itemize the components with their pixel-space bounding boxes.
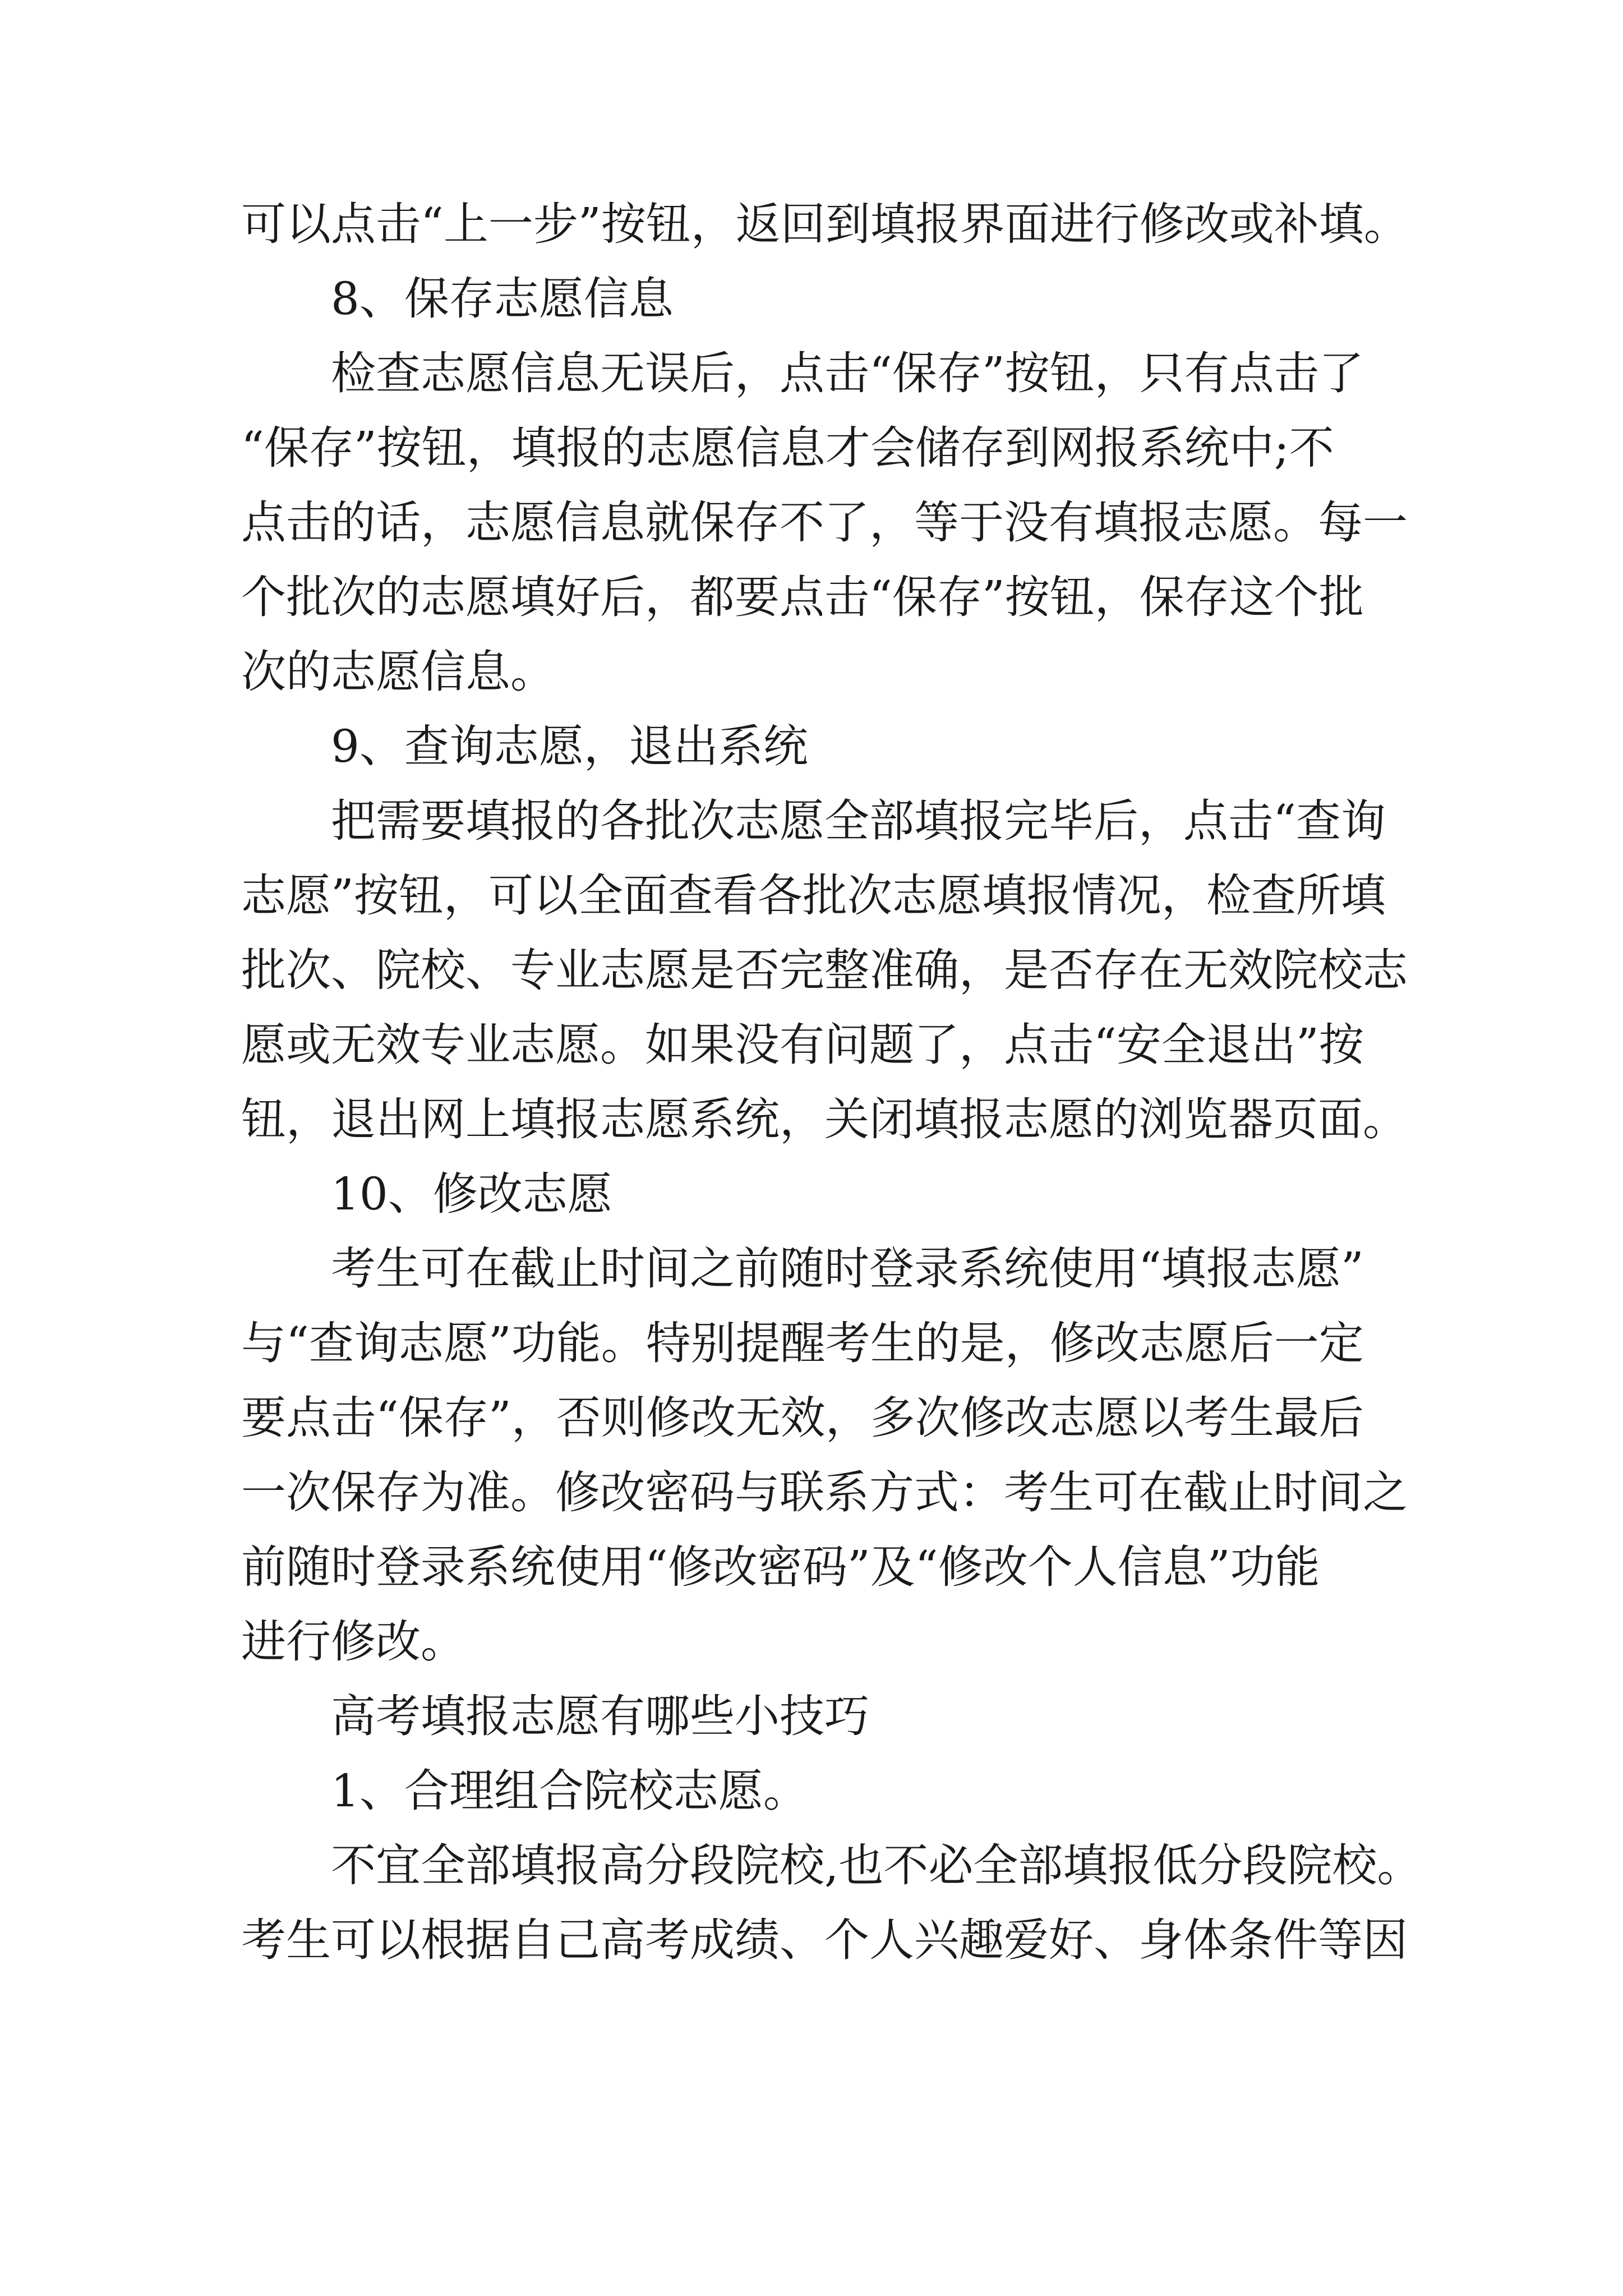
- paragraph-line: 次的志愿信息。: [241, 646, 555, 698]
- paragraph-line: 检查志愿信息无误后，点击“保存”按钮，只有点击了: [331, 347, 1364, 399]
- paragraph-line: 不宜全部填报高分段院校,也不必全部填报低分段院校。: [331, 1839, 1422, 1892]
- paragraph-line: 点击的话，志愿信息就保存不了，等于没有填报志愿。每一: [241, 496, 1408, 549]
- paragraph-line: 进行修改。: [241, 1616, 465, 1668]
- paragraph-line: 一次保存为准。修改密码与联系方式：考生可在截止时间之: [241, 1466, 1408, 1519]
- paragraph-line: 批次、院校、专业志愿是否完整准确，是否存在无效院校志: [241, 944, 1408, 996]
- section-heading: 8、保存志愿信息: [331, 273, 674, 325]
- paragraph-line: 愿或无效专业志愿。如果没有问题了，点击“安全退出”按: [241, 1019, 1364, 1071]
- paragraph-line: 个批次的志愿填好后，都要点击“保存”按钮，保存这个批: [241, 571, 1364, 623]
- section-heading: 10、修改志愿: [331, 1168, 612, 1220]
- paragraph-line: 考生可以根据自己高考成绩、个人兴趣爱好、身体条件等因: [241, 1914, 1408, 1966]
- section-heading: 9、查询志愿，退出系统: [331, 720, 808, 772]
- paragraph-line: 前随时登录系统使用“修改密码”及“修改个人信息”功能: [241, 1541, 1320, 1593]
- paragraph-line: 把需要填报的各批次志愿全部填报完毕后，点击“查询: [331, 795, 1386, 847]
- section-title: 高考填报志愿有哪些小技巧: [331, 1690, 869, 1742]
- paragraph-line: 钮，退出网上填报志愿系统，关闭填报志愿的浏览器页面。: [241, 1093, 1408, 1145]
- paragraph-line: 与“查询志愿”功能。特别提醒考生的是，修改志愿后一定: [241, 1317, 1364, 1369]
- paragraph-line: 要点击“保存”，否则修改无效，多次修改志愿以考生最后: [241, 1392, 1364, 1444]
- paragraph-line: “保存”按钮，填报的志愿信息才会储存到网报系统中;不: [241, 422, 1334, 474]
- paragraph-line: 考生可在截止时间之前随时登录系统使用“填报志愿”: [331, 1243, 1364, 1295]
- paragraph-line: 可以点击“上一步”按钮，返回到填报界面进行修改或补填。: [241, 198, 1409, 250]
- section-heading: 1、合理组合院校志愿。: [331, 1765, 808, 1817]
- paragraph-line: 志愿”按钮，可以全面查看各批次志愿填报情况，检查所填: [241, 869, 1386, 922]
